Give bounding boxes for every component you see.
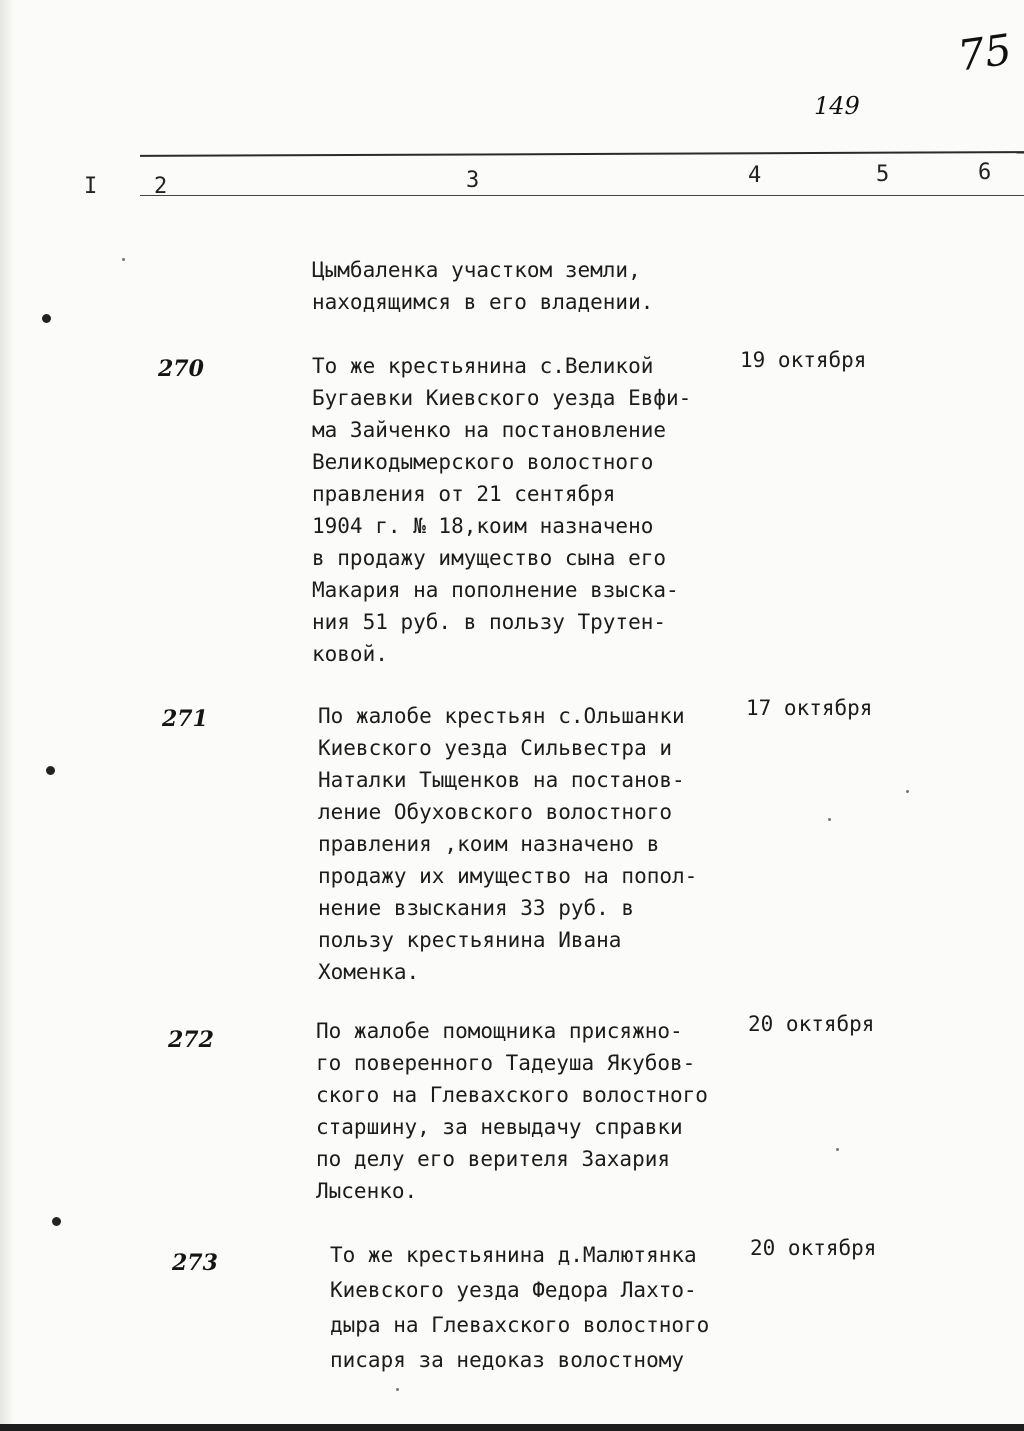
entry-text: То же крестьянина д.Малютянка Киевского уезда Федора Лахто- дыра на Глевахского волостного писаря за недоказ волостному <box>330 1243 710 1372</box>
entry-date: 19 октября <box>740 348 867 372</box>
column-number-2: 2 <box>154 174 168 199</box>
entry-text: По жалобе крестьян с.Ольшанки Киевского уезда Сильвестра и Наталки Тыщенков на постанов- ление Обуховского волостного правления ,коим назначено в продажу их имущество на попол- нение взыскания 33 руб. в пользу крестьянина Ивана Хоменка. <box>318 704 698 984</box>
scan-bottom-edge <box>0 1424 1024 1431</box>
scan-speck <box>396 1388 399 1391</box>
scan-speck <box>906 790 909 793</box>
binding-hole-mark <box>52 1217 61 1226</box>
column-number-5: 5 <box>876 162 890 187</box>
binding-hole-mark <box>46 766 55 775</box>
entry-date: 17 октября <box>746 696 873 720</box>
scan-speck <box>836 1148 839 1151</box>
page-number: 149 <box>814 92 860 120</box>
column-number-1: I <box>84 174 98 199</box>
page-edge-shadow <box>0 0 14 1431</box>
entry-number: 272 <box>168 1027 214 1053</box>
entry-date: 20 октября <box>748 1012 875 1036</box>
entry-date: 20 октября <box>750 1236 877 1260</box>
archive-sheet-number: 75 <box>954 24 1015 81</box>
entry-number: 273 <box>172 1250 218 1276</box>
scan-speck <box>828 818 831 821</box>
header-rule-bottom <box>140 195 1024 196</box>
column-number-3: 3 <box>466 168 480 193</box>
column-number-6: 6 <box>978 160 992 185</box>
continuation-text: Цымбаленка участком земли, находящимся в его владении. <box>312 258 654 314</box>
header-rule-top <box>140 151 1024 157</box>
scan-speck <box>122 258 125 261</box>
entry-number: 271 <box>162 706 208 732</box>
entry-text: По жалобе помощника присяжно- го поверенного Тадеуша Якубов- ского на Глевахского волостного старшину, за невыдачу справки по делу его верителя Захария Лысенко. <box>316 1019 708 1203</box>
entry-number: 270 <box>158 356 204 382</box>
column-number-4: 4 <box>748 163 762 188</box>
entry-text: То же крестьянина с.Великой Бугаевки Киевского уезда Евфи- ма Зайченко на постановление Великодымерского волостного правления от 21 сентября 1904 г. № 18,коим назначено в продажу имущество сына его Макария на пополнение взыска- ния 51 руб. в пользу Трутен- ковой. <box>312 354 692 666</box>
binding-hole-mark <box>42 314 51 323</box>
